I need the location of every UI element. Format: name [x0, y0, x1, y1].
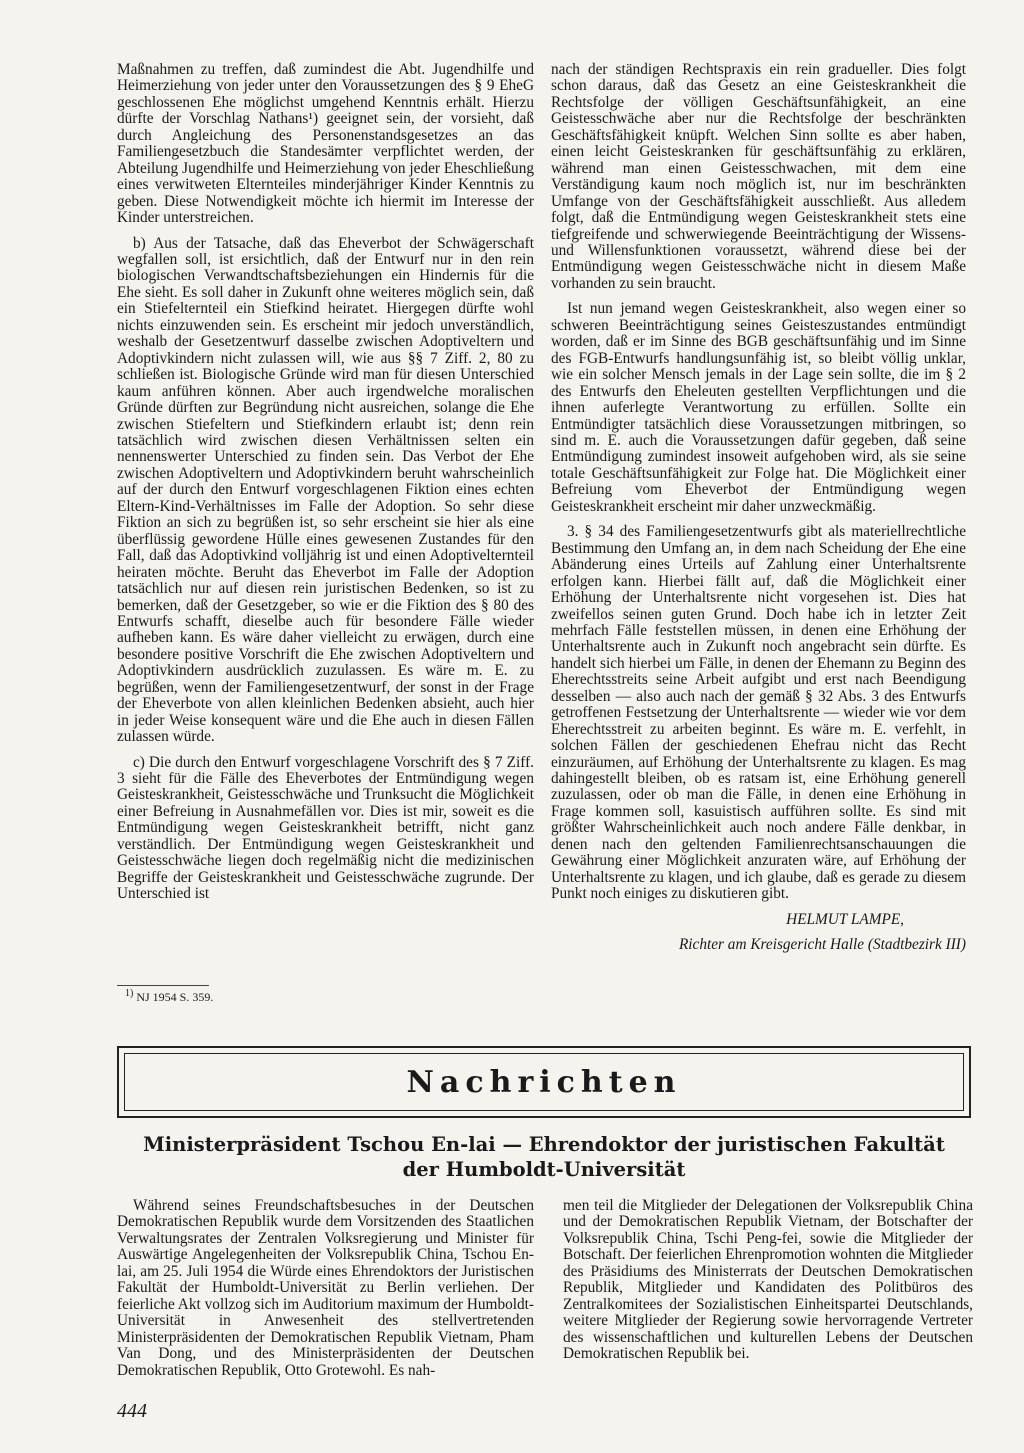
article-paragraph: b) Aus der Tatsache, daß das Eheverbot der Schwägerschaft wegfallen soll, ist ersichtlich, daß der Entwurf nur in den rein biologischen Verwandtschaftsbeziehungen ein Hindernis für die Ehe sieht. Es soll daher in Zukunft ohne weiteres möglich sein, daß ein Stiefelternteil ein Stiefkind heiratet. Hiergegen dürfte wohl nichts einzuwenden sein. Es erscheint mir jedoch unverständlich, weshalb der Gesetzentwurf dasselbe zwischen Adoptiveltern und Adoptivkindern nicht zulassen will, wie aus §§ 7 Ziff. 2, 80 zu schließen ist. Biologische Gründe wird man für diesen Unterschied kaum anführen können. Aber auch irgendwelche moralischen Gründe dürften zur Begründung nicht ausreichen, solange die Ehe zwischen Stiefeltern und Stiefkindern erlaubt ist; denn rein tatsächlich wird zwischen diesen Verhältnissen selten ein nennenswerter Unterschied zu finden sein. Das Verbot der Ehe zwischen Adoptiveltern und Adoptivkindern beruht wahrscheinlich auf der durch den Entwurf vorgeschlagenen Fiktion eines echten Eltern-Kind-Verhältnisses im Falle der Adoption. So sehr diese Fiktion an sich zu begrüßen ist, so sehr erscheint sie hier als eine überflüssig gewordene Hülle eines gewesenen Zustandes für den Fall, daß das Adoptivkind volljährig ist und einen Adoptivelternteil heiraten möchte. Beruht das Eheverbot im Falle der Adoption tatsächlich nur auf diesen rein juristischen Bedenken, so ist zu bemerken, daß der Gesetzgeber, so wie er die Fiktion des § 80 des Entwurfs schafft, dieselbe auch für besondere Fälle wieder aufheben kann. Es wäre daher vielleicht zu erwägen, durch eine besondere positive Vorschrift die Ehe zwischen Adoptiveltern und Adoptivkindern ausdrücklich zuzulassen. Es wäre m. E. zu begrüßen, wenn der Familiengesetzentwurf, der sonst in der Frage der Eheverbote von allen kleinlichen Bedenken absieht, auch hier in jeder Weise konsequent wäre und die Ehe auch in diesen Fällen zulassen würde.	[117, 234, 534, 746]
news-headline-line: der Humboldt-Universität	[402, 1158, 686, 1181]
article-paragraph: Ist nun jemand wegen Geisteskrankheit, also wegen einer so schweren Beeinträchtigung seines Geisteszustandes entmündigt worden, daß er im Sinne des BGB geschäftsunfähig und im Sinne des FGB-Entwurfs handlungsunfähig ist, so bleibt völlig unklar, wie ein solcher Mensch jemals in der Lage sein sollte, die im § 2 des Entwurfs den Eheleuten gestellten Verpflichtungen und die ihnen auferlegte Verantwortung zu erfüllen. Sollte ein Entmündigter tatsächlich diese Voraussetzungen mitbringen, so sind m. E. auch die Voraussetzungen dafür gegeben, daß seine Entmündigung zumindest insoweit aufgehoben wird, als sie seine totale Geschäftsunfähigkeit zur Folge hat. Die Möglichkeit einer Befreiung vom Eheverbot der Entmündigung wegen Geisteskrankheit erscheint mir daher unzweckmäßig.	[551, 300, 966, 515]
author-name: HELMUT LAMPE,	[786, 910, 904, 928]
section-title: Nachrichten	[406, 1064, 682, 1100]
section-banner	[117, 1046, 971, 1118]
news-headline-line: Ministerpräsident Tschou En-lai — Ehrendoktor der juristischen Fakultät	[143, 1133, 945, 1156]
page-number: 444	[117, 1400, 147, 1422]
article-paragraph: c) Die durch den Entwurf vorgeschlagene Vorschrift des § 7 Ziff. 3 sieht für die Fälle des Eheverbotes der Entmündigung wegen Geisteskrankheit, Geistesschwäche und Trunksucht die Möglichkeit einer Befreiung in Ausnahmefällen vor. Dies ist mir, soweit es die Entmündigung wegen Geisteskrankheit betrifft, nicht ganz verständlich. Der Entmündigung wegen Geisteskrankheit und Geistesschwäche liegen doch regelmäßig nicht die medizinischen Begriffe der Geisteskrankheit und Geistesschwäche zugrunde. Der Unterschied ist	[117, 753, 534, 903]
news-headline	[117, 1132, 971, 1182]
footnote-marker: 1)	[125, 988, 134, 999]
news-paragraph: men teil die Mitglieder der Delegationen der Volksrepublik China und der Demokratischen Republik Vietnam, der Botschafter der Volksrepublik China, Tschi Peng-fei, sowie die Mitglieder der Botschaft. Der feierlichen Ehrenpromotion wohnten die Mitglieder des Präsidiums des Ministerrats der Deutschen Demokratischen Republik, Mitglieder und Kandidaten des Politbüros des Zentralkomitees der Sozialistischen Einheitspartei Deutschlands, weitere Mitglieder der Regierung sowie hervorragende Vertreter des wissenschaftlichen und kulturellen Lebens der Deutschen Demokratischen Republik bei.	[563, 1197, 973, 1363]
news-paragraph: Während seines Freundschaftsbesuches in der Deutschen Demokratischen Republik wurde dem Vorsitzenden des Staatlichen Verwaltungsrates der Zentralen Volksregierung und Minister für Auswärtige Angelegenheiten der Volksrepublik China, Tschou En-lai, am 25. Juli 1954 die Würde eines Ehrendoktors der Juristischen Fakultät der Humboldt-Universität zu Berlin verliehen. Der feierliche Akt vollzog sich im Auditorium maximum der Humboldt-Universität in Anwesenheit des stellvertretenden Ministerpräsidenten der Demokratischen Republik Vietnam, Pham Van Dong, und des Ministerpräsidenten der Deutschen Demokratischen Republik, Otto Grotewohl. Es nah-	[117, 1197, 534, 1379]
section-banner-inner-frame	[124, 1053, 964, 1111]
article-column-right	[551, 62, 966, 963]
author-title: Richter am Kreisgericht Halle (Stadtbezirk III)	[678, 936, 966, 954]
footnote	[125, 990, 213, 1005]
footnote-divider	[117, 985, 209, 986]
article-paragraph: nach der ständigen Rechtspraxis ein rein gradueller. Dies folgt schon daraus, daß das Gesetz an eine Geisteskrankheit die Rechtsfolge der völligen Geschäftsunfähigkeit, an eine Geistesschwäche aber nur die Rechtsfolge der beschränkten Geschäftsfähigkeit knüpft. Welchen Sinn sollte es aber haben, einen leicht Geisteskranken für geschäftsunfähig zu erklären, während man einen Geistesschwachen, mit dem eine Verständigung kaum noch möglich ist, nur im beschränkten Umfange von der Geschäftsfähigkeit ausschließt. Aus alledem folgt, daß die Entmündigung wegen Geisteskrankheit stets eine tiefgreifende und schwerwiegende Beeinträchtigung der Wissens- und Willensfunktionen voraussetzt, während diese bei der Entmündigung wegen Geistesschwäche nicht in diesem Maße vorhanden zu sein braucht.	[551, 61, 966, 292]
article-paragraph: 3. § 34 des Familiengesetzentwurfs gibt als materiellrechtliche Bestimmung den Umfang an, in dem nach Scheidung der Ehe eine Abänderung eines Urteils auf Zahlung einer Unterhaltsrente erfolgen kann. Hierbei fällt auf, daß die Möglichkeit einer Erhöhung der Unterhaltsrente nicht vorgesehen ist. Dies hat zweifellos seinen guten Grund. Doch habe ich in letzter Zeit mehrfach Fälle feststellen müssen, in denen eine Erhöhung der Unterhaltsrente auch in Zukunft noch angebracht sein dürfte. Es handelt sich hierbei um Fälle, in denen der Ehemann zu Beginn des Eherechtsstreits seine Arbeit aufgibt und erst nach Beendigung desselben — also auch nach der gemäß § 32 Abs. 3 des Entwurfs getroffenen Festsetzung der Unterhaltsrente — wieder wie vor dem Eherechtsstreit zu arbeiten beginnt. Es wäre m. E. verfehlt, in solchen Fällen der geschiedenen Ehefrau nicht das Recht einzuräumen, auf Erhöhung der Unterhaltsrente zu klagen. Es mag dahingestellt bleiben, ob es ratsam ist, eine Erhöhung generell zuzulassen, oder ob man die Fälle, in denen eine Erhöhung in Frage kommen soll, kasuistisch aufführen sollte. Es sind mit größter Wahrscheinlichkeit auch noch andere Fälle denkbar, in denen nach den geltenden Familienrechtsanschauungen die Gewährung einer Möglichkeit anzuraten wäre, auf Erhöhung der Unterhaltsrente zu klagen, und ich glaube, daß es gerade zu diesem Punkt noch einiges zu diskutieren gibt.	[551, 523, 966, 903]
article-paragraph: Maßnahmen zu treffen, daß zumindest die Abt. Jugendhilfe und Heimerziehung von jeder unter den Voraussetzungen des § 9 EheG geschlossenen Ehe möglichst umgehend Kenntnis erhält. Hierzu dürfte der Vorschlag Nathans¹) geeignet sein, der vorsieht, daß durch Angleichung des Personenstandsgesetzes an das Familiengesetzbuch die Standesämter verpflichtet werden, der Abteilung Jugendhilfe und Heimerziehung von jeder Eheschließung eines verwitweten Elternteiles minderjähriger Kinder Kenntnis zu geben. Diese Notwendigkeit möchte ich hiermit im Interesse der Kinder unterstreichen.	[117, 61, 534, 227]
news-column-right	[563, 1198, 973, 1372]
footnote-text: NJ 1954 S. 359.	[136, 990, 214, 1004]
news-column-left	[117, 1198, 534, 1388]
article-column-left	[117, 62, 534, 912]
